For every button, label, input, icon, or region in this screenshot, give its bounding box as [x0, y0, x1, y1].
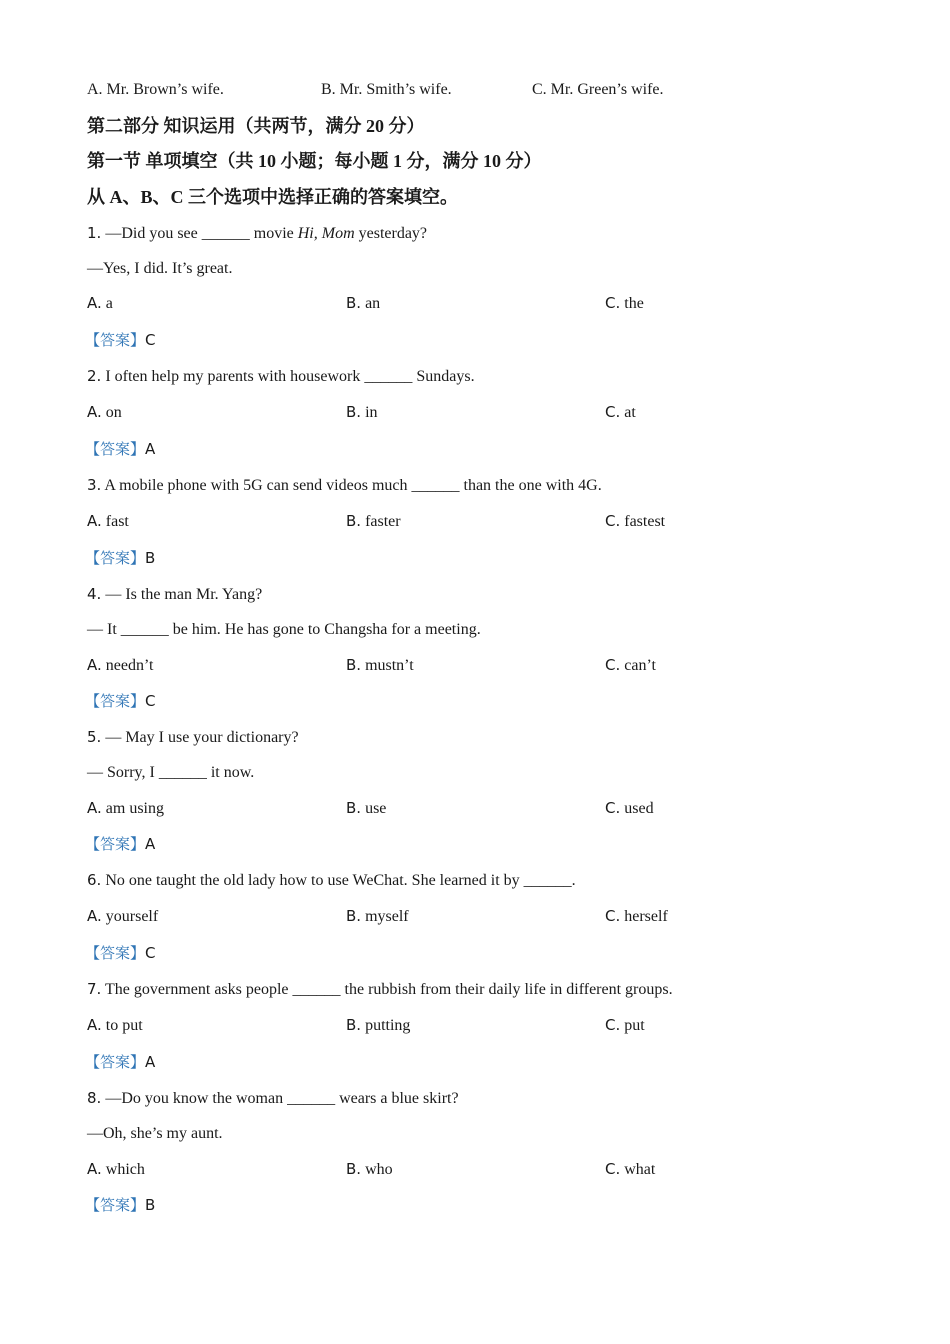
- option-text: fastest: [620, 513, 666, 530]
- question-number: 6.: [87, 871, 102, 889]
- option-letter: C.: [605, 907, 621, 925]
- option-letter: C.: [605, 1016, 621, 1034]
- option-c: [605, 293, 644, 314]
- question-number: 2.: [87, 367, 102, 385]
- option-letter: C.: [605, 294, 621, 312]
- option-letter: A.: [87, 403, 102, 421]
- option-text: an: [361, 295, 381, 312]
- question-number: 7.: [87, 980, 102, 998]
- answer-line: [85, 691, 156, 712]
- option-c: [605, 906, 668, 927]
- option-text: herself: [620, 908, 668, 925]
- option-letter: C.: [605, 512, 621, 530]
- option-b: [346, 511, 401, 532]
- option-text: which: [101, 1161, 145, 1178]
- question-number: 1.: [87, 224, 102, 242]
- option-text: used: [620, 800, 654, 817]
- answer-line: [85, 1195, 155, 1216]
- option-letter: B.: [346, 799, 362, 817]
- answer-value: C: [145, 692, 156, 710]
- answer-value: C: [145, 944, 156, 962]
- question-number: 8.: [87, 1089, 102, 1107]
- option-b: [346, 402, 378, 423]
- option-letter: A.: [87, 512, 102, 530]
- answer-line: [85, 548, 155, 569]
- option-letter: C.: [605, 799, 621, 817]
- option-letter: C.: [605, 656, 621, 674]
- option-b: B. Mr. Smith’s wife.: [321, 81, 452, 98]
- option-c: [605, 402, 636, 423]
- question-stem: [87, 475, 602, 496]
- option-text: can’t: [620, 657, 656, 674]
- answer-label: 【答案】: [85, 549, 146, 567]
- answer-line: [85, 439, 155, 460]
- option-text: use: [361, 800, 387, 817]
- option-letter: B.: [346, 1016, 362, 1034]
- option-text: am using: [101, 800, 164, 817]
- option-letter: C.: [605, 403, 621, 421]
- question-stem: [87, 870, 576, 891]
- dialogue-reply: —Oh, she’s my aunt.: [87, 1125, 223, 1142]
- question-number: 3.: [87, 476, 102, 494]
- answer-label: 【答案】: [85, 331, 146, 349]
- option-text: the: [620, 295, 644, 312]
- answer-value: B: [145, 1196, 156, 1214]
- option-text: at: [620, 404, 636, 421]
- question-text: —Did you see ______ movie: [101, 225, 298, 242]
- dialogue-reply: —Yes, I did. It’s great.: [87, 260, 233, 277]
- question-number: 4.: [87, 585, 102, 603]
- question-text: The government asks people ______ the rubbish from their daily life in different groups.: [101, 981, 673, 998]
- question-stem: [87, 1088, 459, 1109]
- option-text: needn’t: [101, 657, 154, 674]
- option-a: [87, 1159, 145, 1180]
- option-c: [605, 511, 665, 532]
- option-letter: B.: [346, 403, 362, 421]
- option-text: on: [101, 404, 122, 421]
- option-a: [87, 402, 122, 423]
- option-text: putting: [361, 1017, 411, 1034]
- option-a: [87, 293, 113, 314]
- answer-label: 【答案】: [85, 1053, 146, 1071]
- option-text: in: [361, 404, 378, 421]
- option-b: [346, 293, 380, 314]
- option-a: [87, 511, 129, 532]
- option-text: a: [101, 295, 113, 312]
- option-text: faster: [361, 513, 401, 530]
- answer-line: [85, 1052, 155, 1073]
- question-text: — May I use your dictionary?: [101, 729, 299, 746]
- option-letter: A.: [87, 799, 102, 817]
- question-text-end: yesterday?: [354, 225, 428, 242]
- option-text: to put: [101, 1017, 143, 1034]
- option-letter: A.: [87, 294, 102, 312]
- answer-value: A: [145, 1053, 156, 1071]
- option-a: A. Mr. Brown’s wife.: [87, 81, 224, 98]
- question-text: —Do you know the woman ______ wears a blue skirt?: [101, 1090, 459, 1107]
- option-letter: B.: [346, 512, 362, 530]
- option-text: mustn’t: [361, 657, 414, 674]
- option-c: [605, 798, 654, 819]
- option-text: fast: [101, 513, 129, 530]
- option-c: [605, 655, 656, 676]
- movie-title: Hi, Mom: [297, 225, 355, 242]
- option-a: [87, 906, 158, 927]
- question-stem: [87, 727, 299, 748]
- option-c: [605, 1015, 645, 1036]
- option-letter: A.: [87, 656, 102, 674]
- question-text: — Is the man Mr. Yang?: [101, 586, 263, 603]
- option-text: myself: [361, 908, 409, 925]
- part-heading: 第二部分 知识运用（共两节，满分 20 分）: [87, 116, 425, 136]
- option-letter: A.: [87, 907, 102, 925]
- option-c: [605, 1159, 655, 1180]
- option-letter: B.: [346, 1160, 362, 1178]
- option-a: [87, 1015, 143, 1036]
- answer-value: A: [145, 835, 156, 853]
- option-letter: A.: [87, 1016, 102, 1034]
- answer-line: [85, 943, 156, 964]
- option-text: yourself: [101, 908, 159, 925]
- dialogue-reply: — It ______ be him. He has gone to Changsha for a meeting.: [87, 621, 481, 638]
- answer-value: B: [145, 549, 156, 567]
- option-a: [87, 798, 164, 819]
- option-letter: B.: [346, 656, 362, 674]
- answer-label: 【答案】: [85, 1196, 146, 1214]
- section-heading: 第一节 单项填空（共 10 小题；每小题 1 分，满分 10 分）: [87, 151, 542, 171]
- option-b: [346, 1015, 410, 1036]
- answer-value: A: [145, 440, 156, 458]
- question-text: No one taught the old lady how to use WeChat. She learned it by ______.: [101, 872, 576, 889]
- dialogue-reply: — Sorry, I ______ it now.: [87, 764, 255, 781]
- option-text: who: [361, 1161, 393, 1178]
- question-stem: [87, 223, 427, 244]
- question-stem: [87, 366, 475, 387]
- option-b: [346, 906, 409, 927]
- question-number: 5.: [87, 728, 102, 746]
- question-text: A mobile phone with 5G can send videos much ______ than the one with 4G.: [101, 477, 602, 494]
- option-b: [346, 1159, 393, 1180]
- answer-label: 【答案】: [85, 440, 146, 458]
- option-text: what: [620, 1161, 656, 1178]
- answer-line: [85, 834, 155, 855]
- option-a: [87, 655, 153, 676]
- answer-value: C: [145, 331, 156, 349]
- question-text: I often help my parents with housework ______ Sundays.: [101, 368, 475, 385]
- answer-line: [85, 330, 156, 351]
- option-c: C. Mr. Green’s wife.: [532, 81, 664, 98]
- question-stem: [87, 979, 673, 1000]
- option-b: [346, 798, 386, 819]
- option-letter: C.: [605, 1160, 621, 1178]
- option-letter: B.: [346, 294, 362, 312]
- option-letter: B.: [346, 907, 362, 925]
- option-b: [346, 655, 414, 676]
- option-letter: A.: [87, 1160, 102, 1178]
- instruction-heading: 从 A、B、C 三个选项中选择正确的答案填空。: [87, 187, 459, 207]
- answer-label: 【答案】: [85, 944, 146, 962]
- option-text: put: [620, 1017, 645, 1034]
- answer-label: 【答案】: [85, 835, 146, 853]
- question-stem: [87, 584, 262, 605]
- answer-label: 【答案】: [85, 692, 146, 710]
